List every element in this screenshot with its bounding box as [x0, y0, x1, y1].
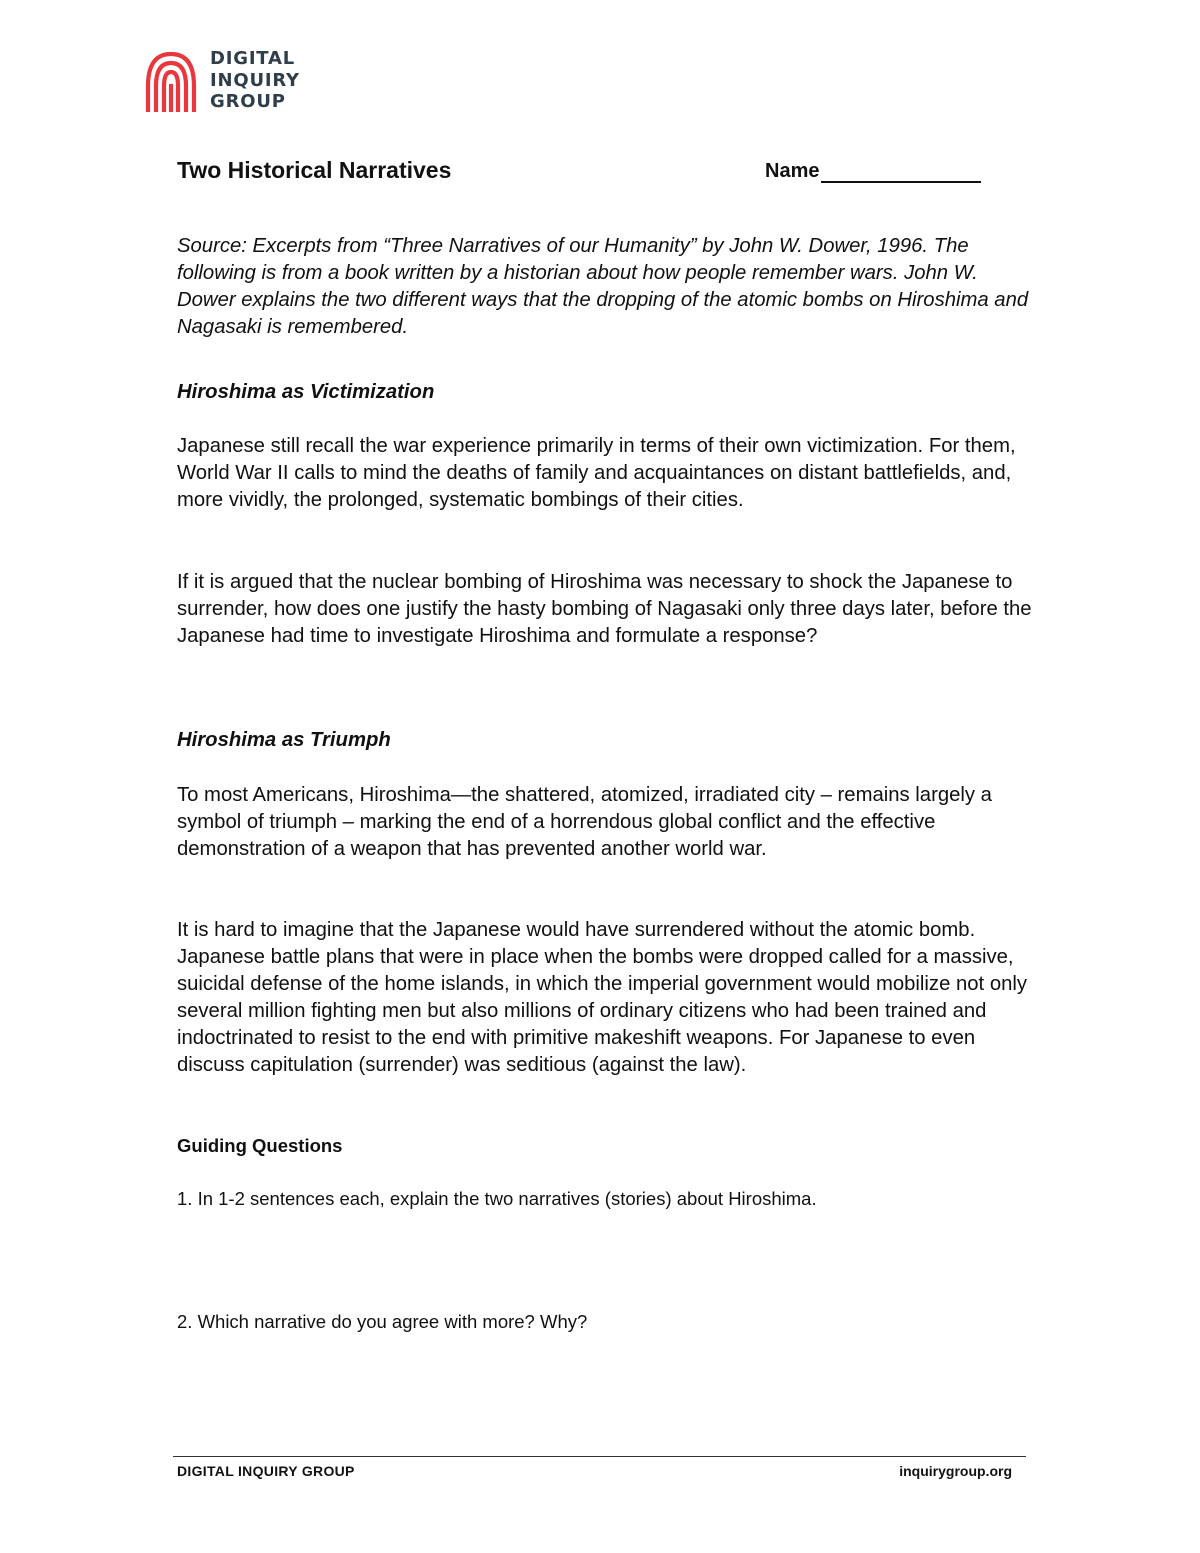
logo-line-2: INQUIRY	[210, 69, 300, 91]
footer-organization: DIGITAL INQUIRY GROUP	[177, 1463, 355, 1479]
logo-line-3: GROUP	[210, 91, 286, 112]
page-title: Two Historical Narratives	[177, 157, 452, 183]
footer-divider	[173, 1456, 1026, 1457]
victimization-heading: Hiroshima as Victimization	[177, 381, 435, 403]
guiding-questions-heading: Guiding Questions	[177, 1135, 343, 1156]
name-label: Name	[765, 160, 820, 182]
triumph-heading: Hiroshima as Triumph	[177, 729, 391, 751]
name-blank-line[interactable]	[821, 161, 981, 183]
question-1: 1. In 1-2 sentences each, explain the two narratives (stories) about Hiroshima.	[177, 1188, 817, 1209]
source-paragraph: Source: Excerpts from “Three Narratives of our Humanity” by John W. Dower, 1996. The following is from a book written by a historian about how people remember wars. John W. Dower explains the two different ways that the dropping of the atomic bombs on Hiroshima and Nagasaki is remembered.	[177, 235, 1029, 338]
logo-wordmark	[210, 48, 300, 113]
name-field[interactable]	[765, 160, 981, 183]
victimization-paragraph-1: Japanese still recall the war experience primarily in terms of their own victimization. For them, World War II calls to mind the deaths of family and acquaintances on distant battlefields, and, more vividly, the prolonged, systematic bombings of their cities.	[177, 435, 1016, 511]
footer-website[interactable]: inquirygroup.org	[899, 1463, 1012, 1479]
logo-mark-icon	[144, 46, 198, 112]
triumph-paragraph-1: To most Americans, Hiroshima—the shattered, atomized, irradiated city – remains largely a symbol of triumph – marking the end of a horrendous global conflict and the effective demonstration of a weapon that has prevented another world war.	[177, 784, 992, 860]
logo	[144, 46, 300, 113]
question-2: 2. Which narrative do you agree with more? Why?	[177, 1311, 588, 1332]
victimization-paragraph-2: If it is argued that the nuclear bombing of Hiroshima was necessary to shock the Japanese to surrender, how does one justify the hasty bombing of Nagasaki only three days later, before the Japanese had time to investigate Hiroshima and formulate a response?	[177, 571, 1032, 647]
logo-line-1: DIGITAL	[210, 48, 295, 69]
triumph-paragraph-2: It is hard to imagine that the Japanese would have surrendered without the atomic bomb. Japanese battle plans that were in place when the bombs were dropped called for a massive, suicidal defense of the home islands, in which the imperial government would mobilize not only several million fighting men but also millions of ordinary citizens who had been trained and indoctrinated to resist to the end with primitive makeshift weapons. For Japanese to even discuss capitulation (surrender) was seditious (against the law).	[177, 919, 1028, 1076]
